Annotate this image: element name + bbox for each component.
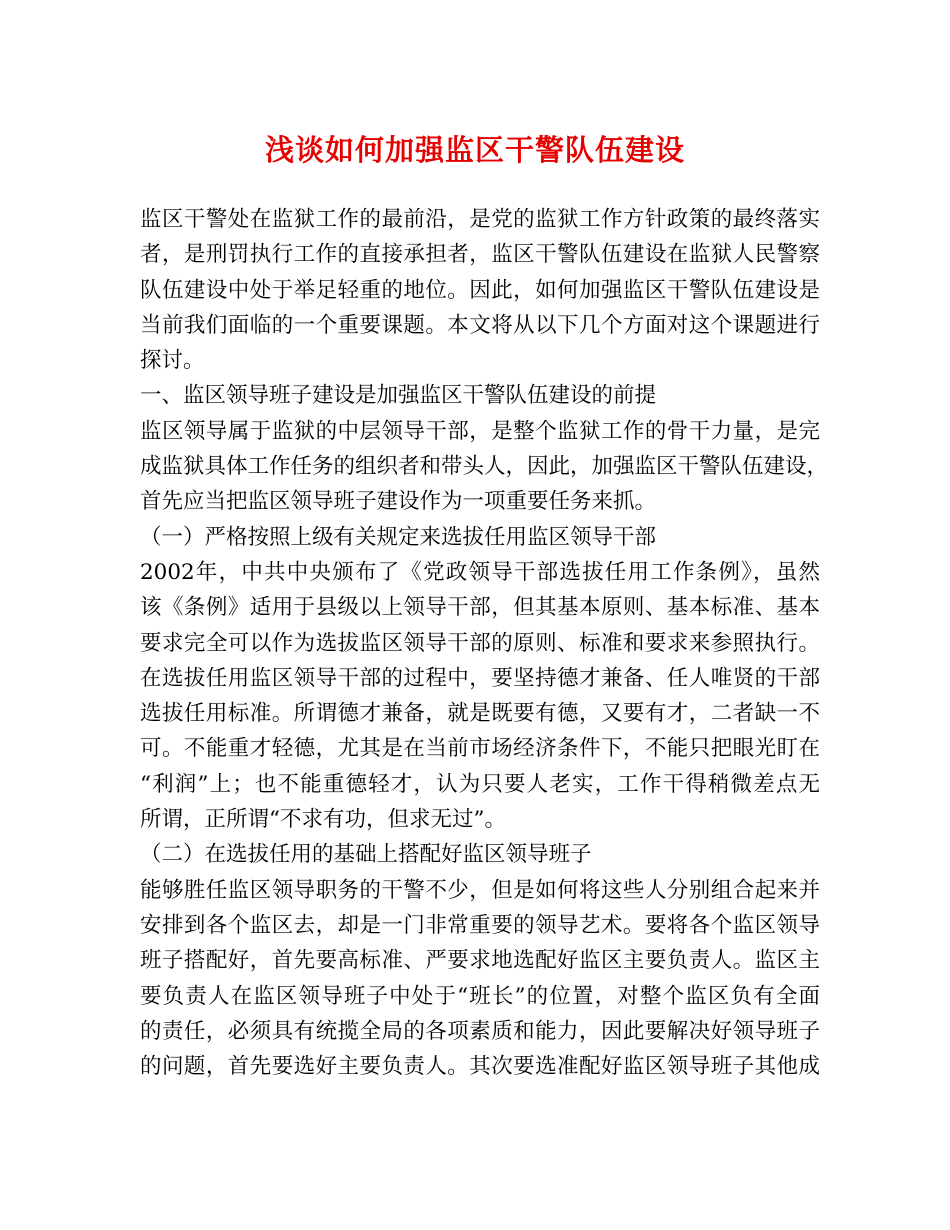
- text-line: 首先应当把监区领导班子建设作为一项重要任务来抓。: [140, 489, 657, 515]
- text-line: 一、监区领导班子建设是加强监区干警队伍建设的前提: [140, 383, 657, 409]
- text-line: 安排到各个监区去，却是一门非常重要的领导艺术。要将各个监区领导: [140, 912, 820, 938]
- document-body: [140, 202, 829, 1084]
- text-line: 者，是刑罚执行工作的直接承担者，监区干警队伍建设在监狱人民警察: [140, 242, 820, 268]
- text-line: 班子搭配好，首先要高标准、严要求地选配好监区主要负责人。监区主: [140, 948, 820, 974]
- document-title: 浅谈如何加强监区干警队伍建设: [264, 133, 685, 167]
- text-line: 的责任，必须具有统揽全局的各项素质和能力，因此要解决好领导班子: [140, 1018, 820, 1044]
- text-line: 要负责人在监区领导班子中处于“班长”的位置，对整个监区负有全面: [140, 983, 820, 1009]
- text-line: 能够胜任监区领导职务的干警不少，但是如何将这些人分别组合起来并: [140, 877, 820, 903]
- text-line: 该《条例》适用于县级以上领导干部，但其基本原则、基本标准、基本: [140, 595, 820, 621]
- text-line: 的问题，首先要选好主要负责人。其次要选准配好监区领导班子其他成: [140, 1054, 820, 1080]
- text-line: 成监狱具体工作任务的组织者和带头人，因此，加强监区干警队伍建设，: [140, 454, 829, 480]
- text-line: 要求完全可以作为选拔监区领导干部的原则、标准和要求来参照执行。: [140, 630, 820, 656]
- text-line: “利润”上；也不能重德轻才，认为只要人老实，工作干得稍微差点无: [140, 771, 820, 797]
- text-line: 在选拔任用监区领导干部的过程中，要坚持德才兼备、任人唯贤的干部: [140, 665, 820, 691]
- text-line: 2002年，中共中央颁布了《党政领导干部选拔任用工作条例》，虽然: [140, 559, 820, 585]
- text-line: 监区领导属于监狱的中层领导干部，是整个监狱工作的骨干力量，是完: [140, 418, 820, 444]
- text-line: 队伍建设中处于举足轻重的地位。因此，如何加强监区干警队伍建设是: [140, 277, 820, 303]
- text-line: 选拔任用标准。所谓德才兼备，就是既要有德，又要有才，二者缺一不: [140, 701, 820, 727]
- text-line: 所谓，正所谓“不求有功，但求无过”。: [140, 807, 506, 833]
- text-line: 探讨。: [140, 348, 205, 374]
- text-line: （一）严格按照上级有关规定来选拔任用监区领导干部: [140, 524, 657, 550]
- text-line: 可。不能重才轻德，尤其是在当前市场经济条件下，不能只把眼光盯在: [140, 736, 820, 762]
- text-line: 当前我们面临的一个重要课题。本文将从以下几个方面对这个课题进行: [140, 312, 820, 338]
- text-line: （二）在选拔任用的基础上搭配好监区领导班子: [140, 842, 592, 868]
- text-line: 监区干警处在监狱工作的最前沿，是党的监狱工作方针政策的最终落实: [140, 207, 820, 232]
